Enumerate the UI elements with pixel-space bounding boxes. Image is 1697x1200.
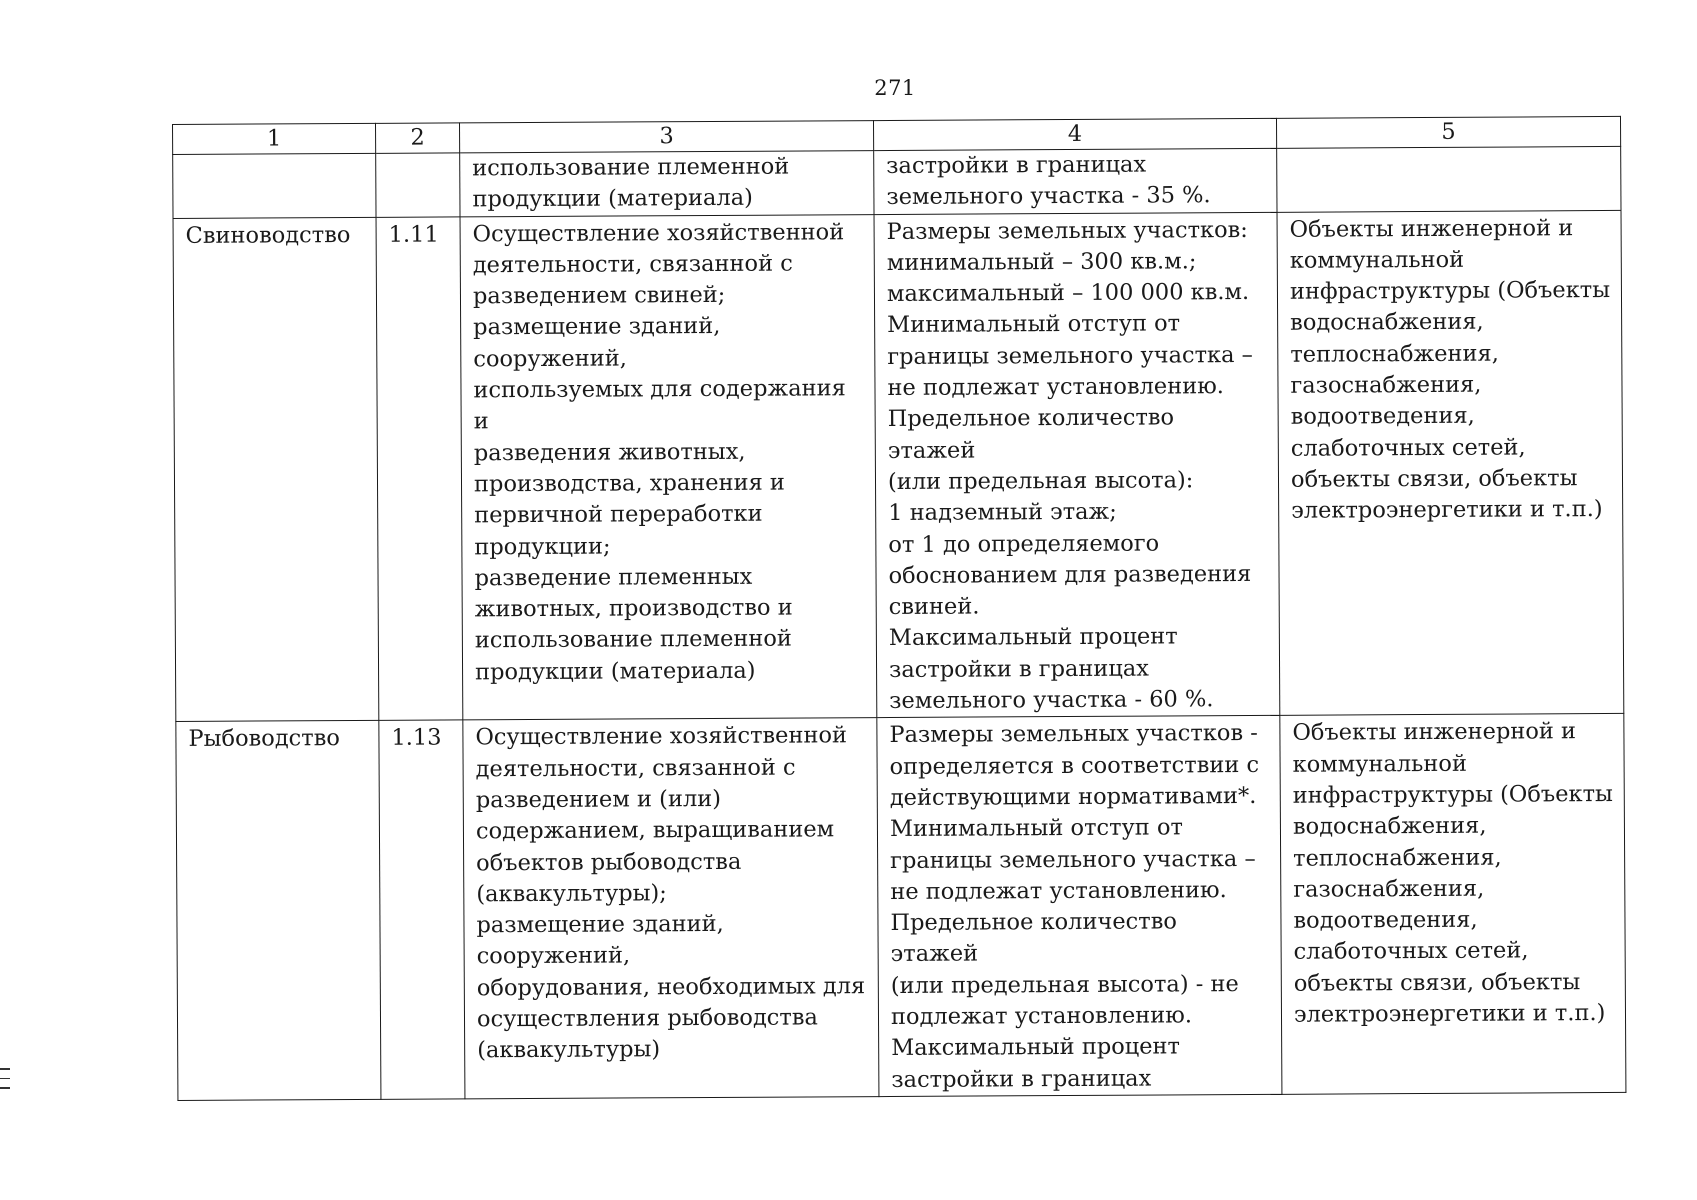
cell-use-code [376,153,460,217]
cell-use-parameters: застройки в границах земельного участка - 35 %. [874,148,1277,214]
cell-use-name: Рыбоводство [176,721,381,1101]
cell-use-objects: Объекты инженерной и коммунальной инфраструктуры (Объекты водоснабжения, теплоснабжения, газоснабжения, водоотведения, слаботочных сетей, объекты связи, объекты электроэнергетики и т.п.) [1277,210,1624,716]
cell-use-code: 1.11 [376,216,463,720]
scan-edge-mark [0,1068,10,1094]
table-row [173,210,1624,722]
header-col-2: 2 [375,123,459,153]
land-use-table [172,116,1626,1101]
cell-use-description: использование племенной продукции (материала) [460,151,874,217]
cell-use-objects [1277,146,1621,212]
header-col-1: 1 [173,123,376,154]
cell-use-name [173,153,376,218]
header-col-5: 5 [1276,116,1620,148]
cell-use-name: Свиноводство [173,217,379,722]
table-row [176,714,1626,1101]
header-col-3: 3 [459,121,873,153]
header-col-4: 4 [873,118,1276,150]
cell-use-parameters: Размеры земельных участков - определяется в соответствии с действующими нормативами*. Минимальный отступ от границы земельного участка – не подлежат установлению. Предельное количество этажей (или предельная высота) - не подлежат установлению. Максимальный процент застройки в границах [877,716,1282,1097]
cell-use-description: Осуществление хозяйственной деятельности, связанной с разведением и (или) содержанием, выращиванием объектов рыбоводства (аквакультуры); размещение зданий, сооружений, оборудования, необходимых для осуществления рыбоводства (аквакультуры) [463,718,879,1099]
page-number: 271 [874,76,916,100]
cell-use-parameters: Размеры земельных участков: минимальный – 300 кв.м.; максимальный – 100 000 кв.м. Минимальный отступ от границы земельного участка – не подлежат установлению. Предельное количество этажей (или предельная высота): 1 надземный этаж; от 1 до определяемого обоснованием для разведения свиней. Максимальный процент застройки в границах земельного участка - 60 %. [874,212,1280,718]
cell-use-description: Осуществление хозяйственной деятельности, связанной с разведением свиней; размещение зданий, сооружений, используемых для содержания и разведения животных, производства, хранения и первичной переработки продукции; разведение племенных животных, производство и использование племенной продукции (материала) [460,214,877,720]
cell-use-objects: Объекты инженерной и коммунальной инфраструктуры (Объекты водоснабжения, теплоснабжения, газоснабжения, водоотведения, слаботочных сетей, объекты связи, объекты электроэнергетики и т.п.) [1280,714,1626,1094]
cell-use-code: 1.13 [379,720,465,1099]
table-row [173,146,1621,218]
